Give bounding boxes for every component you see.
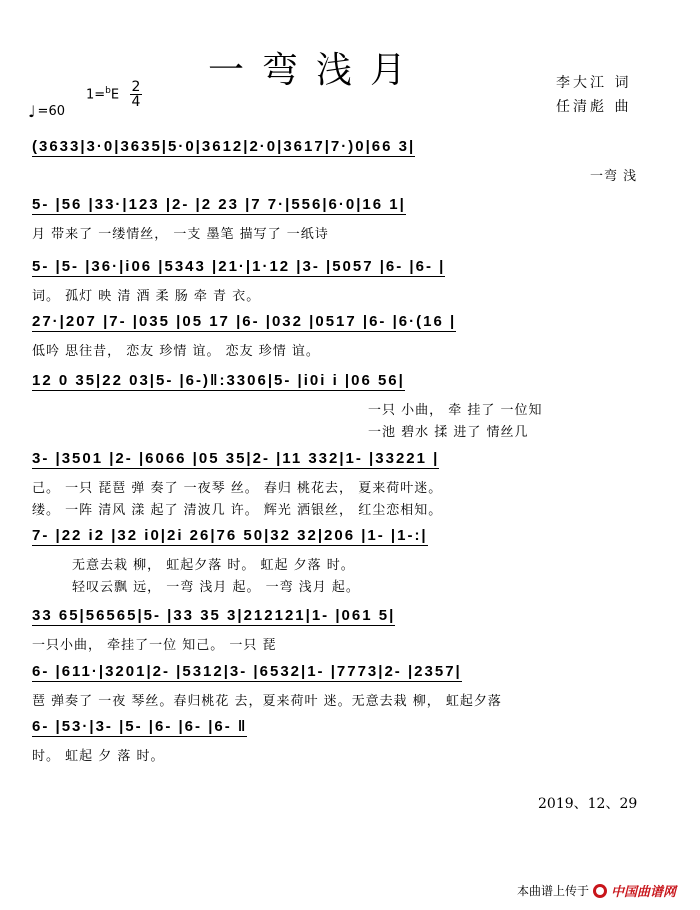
lyric-line-5-1: 一只 小曲， 牵 挂了 一位知 <box>368 403 543 418</box>
time-signature <box>130 80 142 109</box>
lyric-line-3-1: 词。 孤灯 映 清 酒 柔 肠 牵 青 衣。 <box>32 289 261 304</box>
music-line-4: 27·|207 |7- |035 |05 17 |6- |032 |0517 |6- |6·(16 | <box>32 313 457 330</box>
composer-credit: 任清彪 曲 <box>556 99 632 115</box>
lyric-line-10-1: 时。 虹起 夕 落 时。 <box>32 749 165 764</box>
lyric-line-8-1: 一只小曲， 牵挂了一位 知己。 一只 琵 <box>32 638 277 653</box>
song-title: 一弯浅月 <box>208 50 425 91</box>
key-label: 1= <box>86 87 106 103</box>
lyricist-credit: 李大江 词 <box>556 75 632 91</box>
lyric-line-7-2: 轻叹云飘 远， 一弯 浅月 起。 一弯 浅月 起。 <box>72 580 360 595</box>
music-line-3: 5- |5- |36·|i06 |5343 |21·|1·12 |3- |5057 |6- |6- | <box>32 258 446 275</box>
music-line-10: 6- |53·|3- |5- |6- |6- |6- ‖ <box>32 718 248 735</box>
lyric-line-6-2: 缕。 一阵 清风 漾 起了 清波几 许。 辉光 洒银丝， 红尘恋相知。 <box>32 503 443 518</box>
site-logo-icon <box>593 884 607 898</box>
lyric-line-2-1: 月 带来了 一缕情丝， 一支 墨笔 描写了 一纸诗 <box>32 227 329 242</box>
tempo-value: =60 <box>37 104 65 119</box>
time-bottom: 4 <box>131 94 141 110</box>
footer-watermark <box>517 881 676 900</box>
lyric-line-5-2: 一池 碧水 揉 进了 情丝几 <box>368 425 529 440</box>
key-note: E <box>110 87 120 103</box>
music-line-9: 6- |611·|3201|2- |5312|3- |6532|1- |7773|2- |2357| <box>32 663 462 680</box>
music-line-6: 3- |3501 |2- |6066 |05 35|2- |11 332|1- |33221 | <box>32 450 440 467</box>
music-line-7: 7- |22 i2 |32 i0|2i 26|76 50|32 32|206 |1- |1-:| <box>32 527 428 544</box>
lyric-line-1-1: 一弯 浅 <box>590 169 638 184</box>
music-line-1: (3633|3·0|3635|5·0|3612|2·0|3617|7·)0|66 3| <box>32 138 416 155</box>
quarter-note-icon: ♩ <box>28 102 36 121</box>
footer-label: 本曲谱上传于 <box>516 884 589 898</box>
key-signature <box>86 86 119 102</box>
time-top: 2 <box>131 79 141 95</box>
music-line-2: 5- |56 |33·|123 |2- |2 23 |7 7·|556|6·0|16 1| <box>32 196 406 213</box>
lyric-line-9-1: 琶 弹奏了 一夜 琴丝。春归桃花 去，夏来荷叶 迷。无意去栽 柳， 虹起夕落 <box>32 694 502 709</box>
footer-site: 中国曲谱网 <box>610 885 676 900</box>
lyric-line-6-1: 己。 一只 琵琶 弹 奏了 一夜琴 丝。 春归 桃花去， 夏来荷叶迷。 <box>32 481 443 496</box>
music-line-5: 12 0 35|22 03|5- |6-)‖:3306|5- |i0i i |06 56| <box>32 372 405 389</box>
lyric-line-7-1: 无意去栽 柳， 虹起夕落 时。 虹起 夕落 时。 <box>72 558 355 573</box>
key-flat: b <box>105 86 111 96</box>
lyric-line-4-1: 低吟 思往昔， 恋友 珍情 谊。 恋友 珍情 谊。 <box>32 344 320 359</box>
music-line-8: 33 65|56565|5- |33 35 3|212121|1- |061 5| <box>32 607 396 624</box>
date: 2019、12、29 <box>538 796 638 812</box>
tempo-mark <box>28 102 65 121</box>
